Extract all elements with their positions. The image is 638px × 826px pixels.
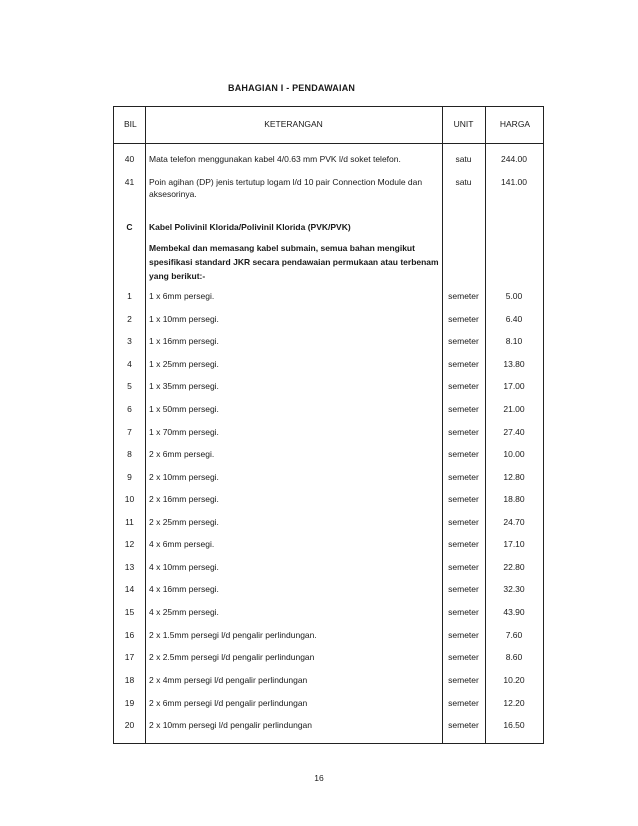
row-unit: semeter xyxy=(448,562,479,572)
row-price: 17.10 xyxy=(503,539,525,549)
row-description: 2 x 10mm persegi l/d pengalir perlindungan xyxy=(149,720,313,730)
column-divider xyxy=(485,107,486,743)
row-number: 40 xyxy=(124,154,135,164)
row-number: 5 xyxy=(127,381,132,391)
row-description: 1 x 25mm persegi. xyxy=(149,359,219,369)
row-number: 7 xyxy=(127,427,132,437)
row-unit: semeter xyxy=(448,291,479,301)
row-number: 1 xyxy=(127,291,132,301)
row-description: 2 x 1.5mm persegi l/d pengalir perlindungan. xyxy=(149,630,317,640)
row-number: 19 xyxy=(124,698,135,708)
section-note: Membekal dan memasang kabel submain, semua bahan mengikut spesifikasi standard JKR secara pendawaian permukaan atau terbenam yang berikut:- xyxy=(149,243,439,281)
row-price: 12.20 xyxy=(503,698,525,708)
row-unit: semeter xyxy=(448,404,479,414)
header-keterangan: KETERANGAN xyxy=(264,119,323,129)
row-price: 43.90 xyxy=(503,607,525,617)
row-number: 18 xyxy=(124,675,135,685)
row-description: 4 x 16mm persegi. xyxy=(149,584,219,594)
header-unit: UNIT xyxy=(453,119,474,129)
row-number: 9 xyxy=(127,472,132,482)
section-code: C xyxy=(126,222,133,232)
row-unit: satu xyxy=(455,154,472,164)
row-description: 2 x 10mm persegi. xyxy=(149,472,219,482)
row-unit: semeter xyxy=(448,675,479,685)
row-price: 13.80 xyxy=(503,359,525,369)
header-divider xyxy=(114,143,543,144)
row-unit: semeter xyxy=(448,630,479,640)
row-number: 15 xyxy=(124,607,135,617)
page-title: BAHAGIAN I - PENDAWAIAN xyxy=(228,83,356,93)
row-unit: semeter xyxy=(448,381,479,391)
row-description: 2 x 2.5mm persegi l/d pengalir perlindungan xyxy=(149,652,315,662)
row-price: 27.40 xyxy=(503,427,525,437)
row-unit: semeter xyxy=(448,494,479,504)
row-description: 1 x 70mm persegi. xyxy=(149,427,219,437)
price-table xyxy=(113,106,544,744)
row-number: 3 xyxy=(127,336,132,346)
row-unit: semeter xyxy=(448,336,479,346)
row-description: Poin agihan (DP) jenis tertutup logam l/d 10 pair Connection Module dan aksesorinya. xyxy=(149,177,423,199)
column-divider xyxy=(145,107,146,743)
row-description: 1 x 50mm persegi. xyxy=(149,404,219,414)
row-description: 4 x 10mm persegi. xyxy=(149,562,219,572)
row-description: 4 x 6mm persegi. xyxy=(149,539,215,549)
row-description: 1 x 6mm persegi. xyxy=(149,291,215,301)
row-number: 12 xyxy=(124,539,135,549)
page-number: 16 xyxy=(314,773,324,783)
row-price: 10.20 xyxy=(503,675,525,685)
row-number: 20 xyxy=(124,720,135,730)
row-price: 244.00 xyxy=(501,154,527,164)
row-description: 2 x 6mm persegi. xyxy=(149,449,215,459)
row-description: Mata telefon menggunakan kabel 4/0.63 mm PVK l/d soket telefon. xyxy=(149,154,401,164)
row-description: 1 x 10mm persegi. xyxy=(149,314,219,324)
row-price: 21.00 xyxy=(503,404,525,414)
section-title: Kabel Polivinil Klorida/Polivinil Klorida (PVK/PVK) xyxy=(149,222,351,232)
header-harga: HARGA xyxy=(499,119,531,129)
row-number: 14 xyxy=(124,584,135,594)
row-unit: semeter xyxy=(448,539,479,549)
row-number: 6 xyxy=(127,404,132,414)
row-number: 2 xyxy=(127,314,132,324)
row-number: 17 xyxy=(124,652,135,662)
row-description: 1 x 16mm persegi. xyxy=(149,336,219,346)
row-number: 4 xyxy=(127,359,132,369)
row-description: 4 x 25mm persegi. xyxy=(149,607,219,617)
row-number: 13 xyxy=(124,562,135,572)
row-description: 2 x 6mm persegi l/d pengalir perlindungan xyxy=(149,698,308,708)
row-price: 18.80 xyxy=(503,494,525,504)
row-price: 12.80 xyxy=(503,472,525,482)
row-number: 41 xyxy=(124,177,135,187)
row-description: 2 x 4mm persegi l/d pengalir perlindungan xyxy=(149,675,308,685)
row-unit: semeter xyxy=(448,652,479,662)
header-bil: BIL xyxy=(124,119,137,129)
row-unit: semeter xyxy=(448,359,479,369)
row-description: 1 x 35mm persegi. xyxy=(149,381,219,391)
row-price: 32.30 xyxy=(503,584,525,594)
row-price: 8.60 xyxy=(505,652,523,662)
row-description: 2 x 25mm persegi. xyxy=(149,517,219,527)
row-price: 22.80 xyxy=(503,562,525,572)
row-unit: semeter xyxy=(448,472,479,482)
row-price: 141.00 xyxy=(501,177,527,187)
row-unit: semeter xyxy=(448,584,479,594)
row-number: 11 xyxy=(125,517,134,527)
row-unit: semeter xyxy=(448,314,479,324)
row-price: 10.00 xyxy=(503,449,525,459)
row-price: 6.40 xyxy=(505,314,523,324)
row-price: 5.00 xyxy=(505,291,523,301)
row-unit: semeter xyxy=(448,720,479,730)
row-unit: satu xyxy=(455,177,472,187)
row-price: 24.70 xyxy=(503,517,525,527)
row-price: 8.10 xyxy=(505,336,523,346)
row-price: 17.00 xyxy=(503,381,525,391)
row-unit: semeter xyxy=(448,607,479,617)
row-description: 2 x 16mm persegi. xyxy=(149,494,219,504)
row-price: 16.50 xyxy=(503,720,525,730)
row-unit: semeter xyxy=(448,427,479,437)
row-number: 10 xyxy=(124,494,135,504)
row-unit: semeter xyxy=(448,698,479,708)
row-number: 16 xyxy=(124,630,135,640)
row-number: 8 xyxy=(127,449,132,459)
column-divider xyxy=(442,107,443,743)
row-unit: semeter xyxy=(448,449,479,459)
row-unit: semeter xyxy=(448,517,479,527)
row-price: 7.60 xyxy=(505,630,523,640)
